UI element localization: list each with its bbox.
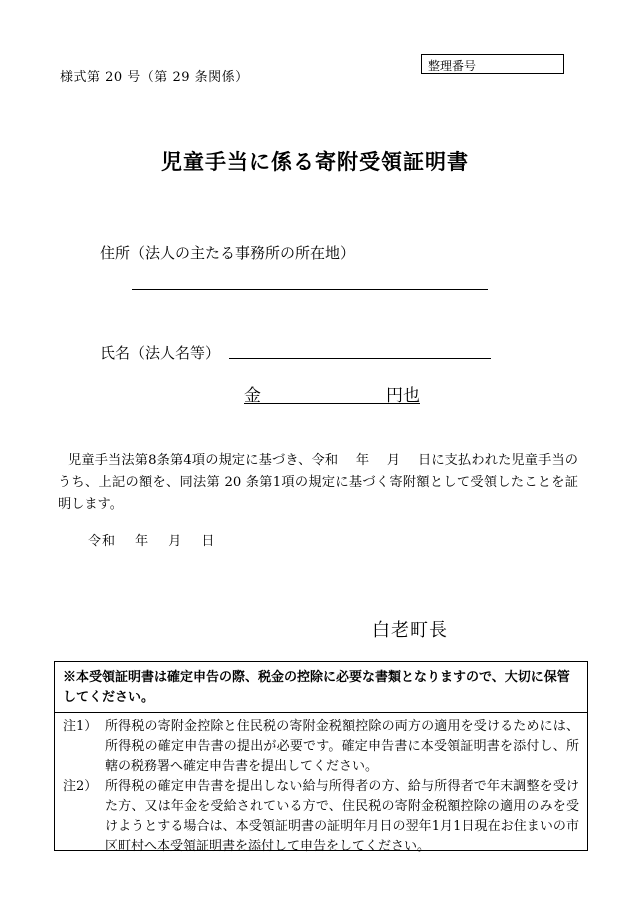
issue-date: 令和 年 月 日 bbox=[88, 534, 216, 549]
issuer-name: 白老町長 bbox=[372, 620, 448, 641]
name-label: 氏名（法人名等） bbox=[100, 344, 221, 362]
note-item bbox=[55, 713, 587, 777]
amount-field bbox=[244, 381, 420, 404]
name-field-line bbox=[229, 358, 491, 359]
note-text: 所得税の寄附金控除と住民税の寄附金税額控除の両方の適用を受けるためには、所得税の確定申告書の提出が必要です。確定申告書に本受領証明書を添付し、所轄の税務署へ確定申告書を提出してください。 bbox=[105, 719, 579, 774]
main-notice: ※本受領証明書は確定申告の際、税金の控除に必要な書類となりますので、大切に保管してください。 bbox=[55, 662, 587, 713]
note-label: 注2） bbox=[63, 779, 98, 794]
note-label: 注1） bbox=[63, 719, 98, 734]
certification-text: 児童手当法第8条第4項の規定に基づき、令和 年 月 日に支払われた児童手当のうち、上記の額を、同法第 20 条第1項の規定に基づく寄附額として受領したことを証明します。 bbox=[58, 453, 578, 512]
reference-number-label: 整理番号 bbox=[428, 59, 477, 73]
amount-prefix: 金 bbox=[244, 386, 261, 406]
document-title: 児童手当に係る寄附受領証明書 bbox=[161, 149, 469, 174]
amount-suffix: 円也 bbox=[386, 386, 420, 406]
reference-number-box bbox=[421, 54, 564, 74]
notes-box bbox=[54, 661, 588, 854]
address-field-line bbox=[132, 289, 488, 290]
note-text: 所得税の確定申告書を提出しない給与所得者の方、給与所得者で年末調整を受けた方、又は年金を受給されている方で、住民税の寄附金税額控除の適用のみを受けようとする場合は、本受領証明書の証明年月日の翌年1月1日現在お住まいの市区町村へ本受領証明書を添付して申告をしてください。 bbox=[105, 779, 579, 854]
note-item bbox=[55, 777, 587, 857]
form-number: 様式第 20 号（第 29 条関係） bbox=[60, 70, 249, 85]
address-label: 住所（法人の主たる事務所の所在地） bbox=[100, 244, 356, 262]
